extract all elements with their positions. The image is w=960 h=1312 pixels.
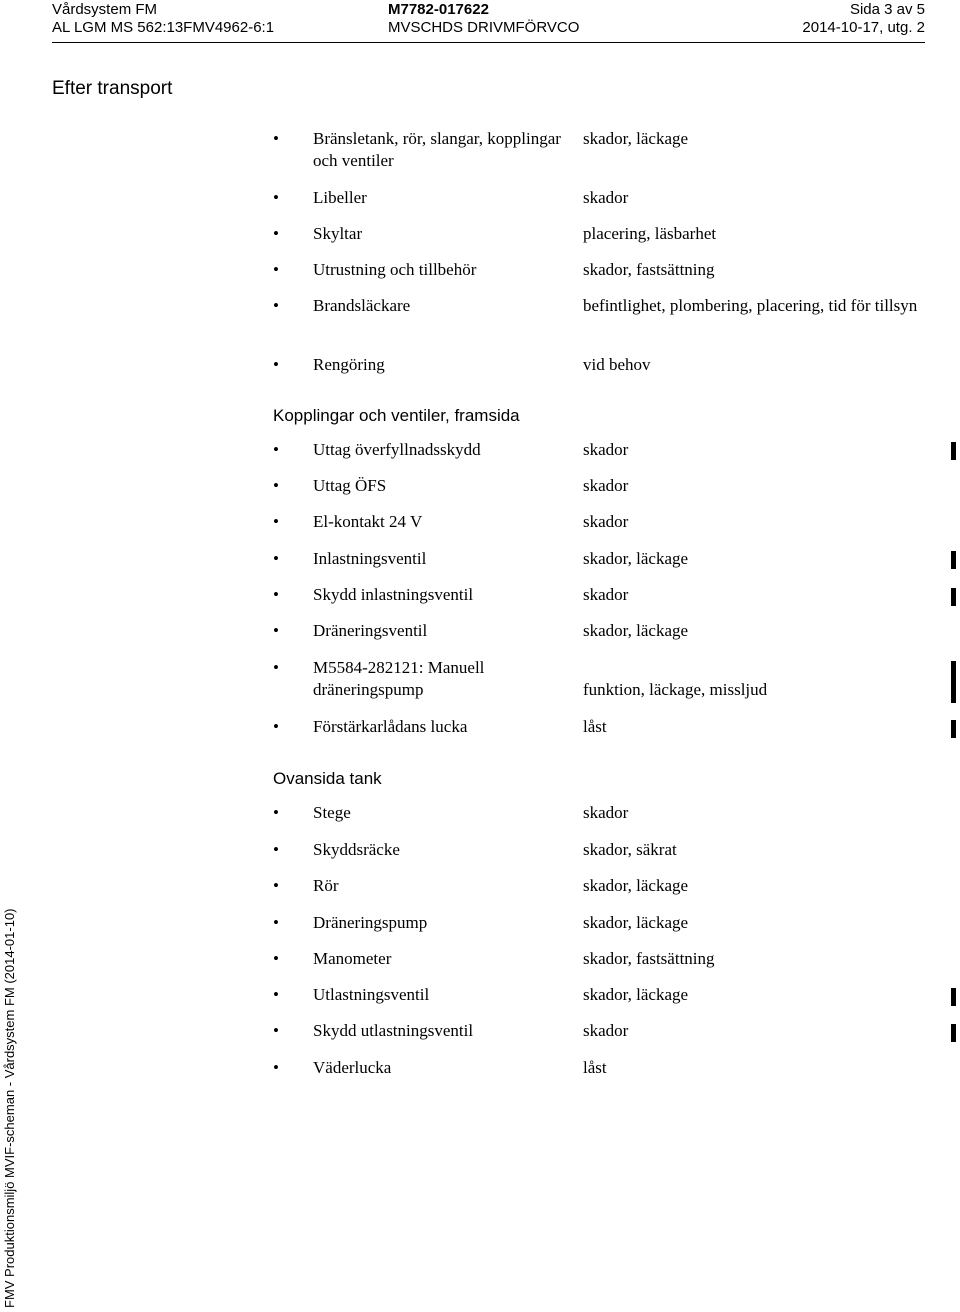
item-condition: skador <box>583 585 629 604</box>
header-code: MVSCHDS DRIVMFÖRVCO <box>388 19 580 36</box>
bullet: • <box>273 621 279 640</box>
item-condition: skador, läckage <box>583 549 689 568</box>
bullet: • <box>273 129 279 148</box>
item-condition: skador <box>583 512 629 531</box>
bullet: • <box>273 188 279 207</box>
change-bar <box>951 720 956 738</box>
item-label: Brandsläckare <box>313 296 411 315</box>
item-label: Väderlucka <box>313 1058 392 1077</box>
bullet: • <box>273 717 279 736</box>
header-docnum: M7782-017622 <box>388 1 489 18</box>
bullet: • <box>273 1021 279 1040</box>
item-label: Rör <box>313 876 339 895</box>
item-condition: skador <box>583 188 629 207</box>
item-label: Libeller <box>313 188 367 207</box>
item-condition: skador, läckage <box>583 985 689 1004</box>
item-label: Förstärkarlådans lucka <box>313 717 468 736</box>
bullet: • <box>273 585 279 604</box>
side-footer-text: FMV Produktionsmiljö MVIF-scheman - Vårdsystem FM (2014-01-10) <box>2 908 17 1308</box>
item-condition: skador, läckage <box>583 129 689 148</box>
bullet: • <box>273 876 279 895</box>
item-condition: vid behov <box>583 355 651 374</box>
item-label: Skyddsräcke <box>313 840 400 859</box>
item-condition: funktion, läckage, missljud <box>583 680 768 699</box>
item-condition: låst <box>583 717 607 736</box>
bullet: • <box>273 840 279 859</box>
header-date: 2014-10-17, utg. 2 <box>802 19 925 36</box>
bullet: • <box>273 512 279 531</box>
item-label: Stege <box>313 803 351 822</box>
item-label: Dräneringspump <box>313 913 428 932</box>
bullet: • <box>273 355 279 374</box>
item-label: Utlastningsventil <box>313 985 430 1004</box>
item-condition: skador, läckage <box>583 621 689 640</box>
change-bar <box>951 661 956 703</box>
change-bar <box>951 442 956 460</box>
item-label: Utrustning och tillbehör <box>313 260 477 279</box>
page-header <box>52 0 925 43</box>
page-title: Efter transport <box>52 78 173 99</box>
header-page: Sida 3 av 5 <box>849 1 925 18</box>
bullet: • <box>273 1058 279 1077</box>
section-heading: Kopplingar och ventiler, framsida <box>273 406 520 425</box>
item-label: Uttag överfyllnadsskydd <box>313 440 481 459</box>
bullet: • <box>273 949 279 968</box>
item-condition: skador, fastsättning <box>583 949 715 968</box>
bullet: • <box>273 913 279 932</box>
item-condition: skador, säkrat <box>583 840 677 859</box>
item-condition: skador <box>583 1021 629 1040</box>
bullet: • <box>273 440 279 459</box>
bullet: • <box>273 296 279 315</box>
section-heading: Ovansida tank <box>273 769 382 788</box>
item-condition: skador, fastsättning <box>583 260 715 279</box>
change-bar <box>951 588 956 606</box>
bullet: • <box>273 260 279 279</box>
item-label: Skyltar <box>313 224 363 243</box>
change-bar <box>951 988 956 1006</box>
change-bar <box>951 1024 956 1042</box>
change-bar <box>951 551 956 569</box>
header-system: Vårdsystem FM <box>52 1 158 18</box>
item-label: Manometer <box>313 949 392 968</box>
item-condition: befintlighet, plombering, placering, tid för tillsyn <box>583 296 918 315</box>
item-label: El-kontakt 24 V <box>313 512 423 531</box>
item-condition: låst <box>583 1058 607 1077</box>
item-condition: skador, läckage <box>583 913 689 932</box>
bullet: • <box>273 803 279 822</box>
bullet: • <box>273 549 279 568</box>
bullet: • <box>273 476 279 495</box>
item-label: Inlastningsventil <box>313 549 427 568</box>
item-label: Bränsletank, rör, slangar, kopplingar och ventiler <box>313 129 561 170</box>
item-label: Rengöring <box>313 355 385 374</box>
item-label: Skydd utlastningsventil <box>313 1021 474 1040</box>
item-label: Skydd inlastningsventil <box>313 585 474 604</box>
item-label: Dräneringsventil <box>313 621 428 640</box>
item-condition: skador <box>583 440 629 459</box>
header-ref: AL LGM MS 562:13FMV4962-6:1 <box>52 19 275 36</box>
item-condition: skador <box>583 803 629 822</box>
item-label: M5584-282121: Manuell dräneringspump <box>313 658 485 699</box>
item-condition: skador, läckage <box>583 876 689 895</box>
bullet: • <box>273 224 279 243</box>
bullet: • <box>273 985 279 1004</box>
item-condition: skador <box>583 476 629 495</box>
item-label: Uttag ÖFS <box>313 476 387 495</box>
item-condition: placering, läsbarhet <box>583 224 717 243</box>
bullet: • <box>273 658 279 677</box>
